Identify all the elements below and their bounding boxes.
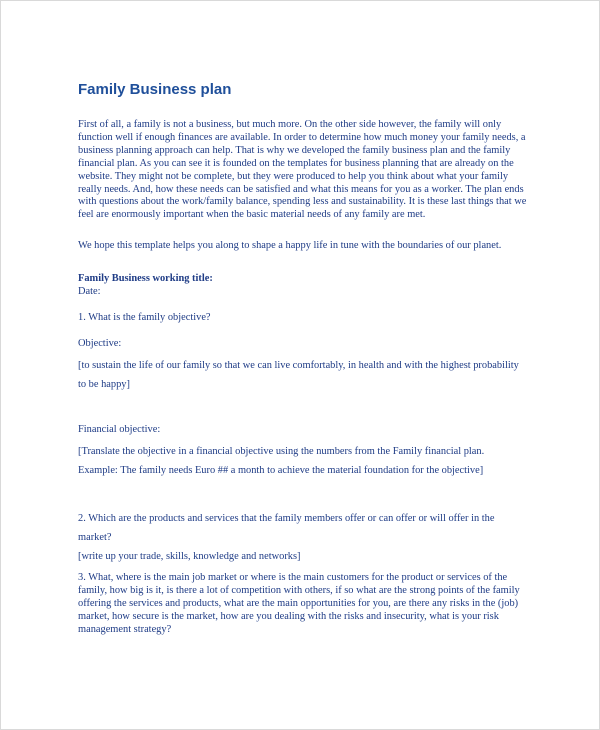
objective-label: Objective: xyxy=(78,338,122,350)
financial-objective-label: Financial objective: xyxy=(78,424,161,436)
financial-objective-text-2: Example: The family needs Euro ## a month to achieve the material foundation for the objective] xyxy=(78,465,484,477)
question-1: 1. What is the family objective? xyxy=(78,312,211,324)
question-2: 2. Which are the products and services that the family members offer or can offer or will offer in the market? xyxy=(78,513,495,544)
question-2-hint: [write up your trade, skills, knowledge and networks] xyxy=(78,551,301,563)
intro-paragraph: First of all, a family is not a business, but much more. On the other side however, the family will only function well if enough finances are available. In order to determine how much money your family needs, a business planning approach can help. That is why we developed the family business plan and the family financial plan. As you can see it is founded on the templates for business planning that are already on the website. They might not be complete, but they were produced to help you think about what your family really needs. And, how these needs can be satisfied and what this means for you as a worker. The plan ends with questions about the work/family balance, spending less and sustainability. It is these last things that we feel are enormously important when the basic material needs of any family are met. xyxy=(78,119,527,221)
financial-objective-text-1: [Translate the objective in a financial objective using the numbers from the Family financial plan. xyxy=(78,446,485,458)
question-3: 3. What, where is the main job market or where is the main customers for the product or services of the family, how big is it, is there a lot of competition with others, if so what are the strong points of the family offering the services and products, what are the main opportunities for you, are there any risks in the (job) market, how secure is the market, how are you dealing with the risks and insecurity, what is your risk management strategy? xyxy=(78,572,520,635)
page-title: Family Business plan xyxy=(78,81,232,98)
hope-paragraph: We hope this template helps you along to shape a happy life in tune with the boundaries of our planet. xyxy=(78,240,502,252)
working-title-heading: Family Business working title: xyxy=(78,273,213,285)
document-content xyxy=(78,81,528,637)
objective-text: [to sustain the life of our family so that we can live comfortably, in health and with the highest probability to be happy] xyxy=(78,360,519,391)
date-label: Date: xyxy=(78,286,101,298)
